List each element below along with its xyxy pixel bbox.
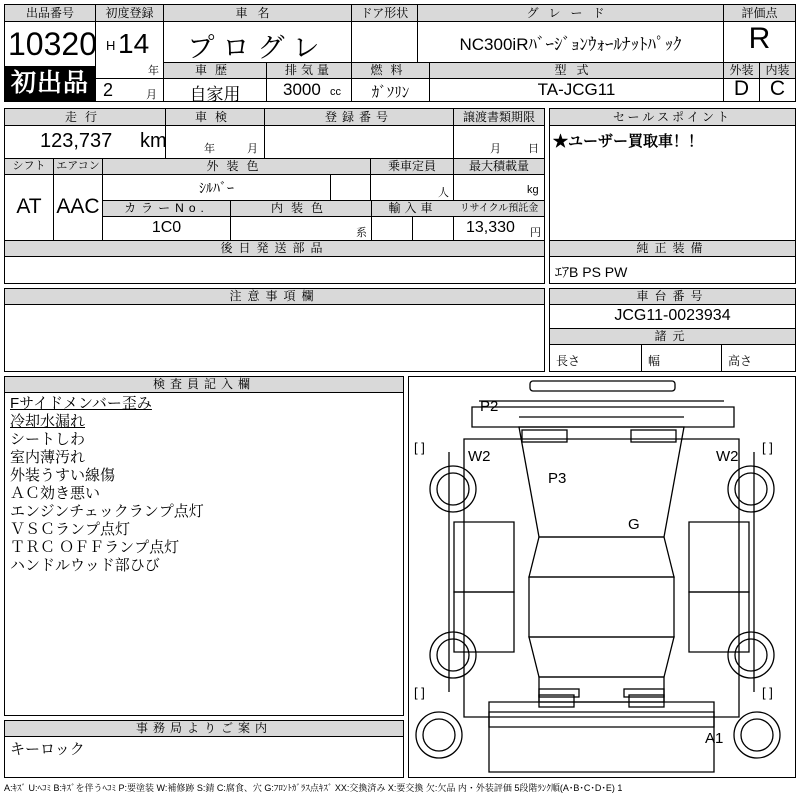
ext-label: 外装	[729, 63, 754, 77]
inspection-month-unit: 月	[247, 143, 258, 155]
selling-text: ★ユーザー買取車！！	[553, 133, 704, 150]
ac-label: エアコン	[56, 160, 100, 172]
reg-label: 初度登録	[105, 6, 154, 20]
inspector-note: 外装うすい線傷	[10, 467, 116, 484]
mileage-unit: km	[140, 130, 167, 152]
mileage-value: 123,737	[40, 130, 113, 152]
lot-number: 10320	[8, 26, 97, 62]
transfer-label: 譲渡書類期限	[462, 110, 535, 124]
capacity-unit: 人	[438, 187, 449, 199]
model-value: TA-JCG11	[537, 80, 616, 99]
first-listing-text: 初出品	[10, 69, 89, 97]
grade-label: グレード	[526, 6, 615, 20]
displacement-unit: cc	[330, 86, 341, 98]
door-label: ドア形状	[360, 6, 409, 20]
transfer-day-unit: 日	[528, 143, 539, 155]
fuel-label: 燃料	[370, 63, 411, 77]
car-name: プログレ	[187, 33, 328, 63]
plate-label: 登録番号	[324, 110, 393, 124]
mileage-label: 走行	[64, 110, 105, 124]
bracket-rr: [ ]	[762, 685, 773, 700]
fuel-value: ｶﾞｿﾘﾝ	[371, 84, 410, 101]
dims-length: 長さ	[556, 354, 581, 368]
recycle-value: 13,330	[466, 219, 515, 236]
int-color-unit: 系	[356, 227, 367, 239]
transfer-month-unit: 月	[490, 143, 501, 155]
reg-year: 14	[118, 28, 150, 59]
bracket-rl: [ ]	[414, 685, 425, 700]
inspector-label: 検査員記入欄	[152, 377, 255, 391]
ext-color-value: ｼﾙﾊﾞｰ	[199, 180, 234, 196]
dims-width: 幅	[648, 354, 661, 368]
mark-w2-right: W2	[716, 448, 739, 465]
mark-p3: P3	[548, 470, 567, 487]
inspector-note: エンジンチェックランプ点灯	[10, 503, 204, 520]
inspector-notes-list	[10, 395, 204, 575]
notes-label: 注意事項欄	[229, 289, 320, 303]
ext-color-label: 外装色	[206, 159, 267, 173]
recycle-unit: 円	[530, 227, 541, 239]
equipment-label: 純正装備	[636, 241, 709, 255]
grade-value: NC300iRﾊﾞｰｼﾞｮﾝｳｫｰﾙﾅｯﾄﾊﾟｯｸ	[459, 35, 682, 54]
inspector-note: ＴＲＣ ＯＦＦランプ点灯	[10, 539, 180, 556]
mark-g: G	[628, 516, 640, 533]
inspector-note: 冷却水漏れ	[10, 413, 86, 430]
rating-label: 評価点	[741, 6, 778, 20]
car-diagram-icon	[409, 377, 795, 777]
legend: A:ｷｽﾞ U:ﾍｺﾐ B:ｷｽﾞを伴うﾍｺﾐ P:要塗装 W:補修跡 S:錆 C:腐食、穴 G:ﾌﾛﾝﾄｶﾞﾗｽ点ｷｽﾞ XX:交換済み X:要交換 欠:欠品 内・外装評価 5段階ﾗﾝｸ順(A･B･C･D･E) 1	[4, 783, 623, 793]
car-name-label: 車名	[235, 6, 280, 20]
equipment-value: ｴｱB PS PW	[555, 264, 628, 280]
dims-label: 諸元	[654, 329, 691, 343]
history-label: 車歴	[194, 63, 235, 77]
model-label: 型式	[554, 63, 599, 77]
inspector-note: 室内薄汚れ	[10, 449, 86, 466]
int-grade: C	[769, 77, 786, 100]
load-label: 最大積載量	[468, 159, 529, 173]
color-no-value: 1C0	[151, 219, 182, 236]
parts-label: 後日発送部品	[220, 241, 329, 255]
color-no-label: カラーNo.	[124, 201, 209, 215]
bracket-fl: [ ]	[414, 440, 425, 455]
office-text: キーロック	[10, 741, 85, 758]
inspector-note: ＡＣ効き悪い	[10, 485, 101, 502]
ext-grade: D	[733, 77, 750, 100]
chassis-label: 車台番号	[636, 289, 709, 303]
capacity-label: 乗車定員	[387, 159, 436, 173]
chassis-value: JCG11-0023934	[614, 307, 731, 324]
displacement-value: 3000	[283, 80, 321, 99]
displacement-label: 排気量	[284, 63, 333, 77]
history-value: 自家用	[189, 85, 241, 104]
inspection-label: 車検	[194, 110, 235, 124]
load-unit: kg	[527, 184, 539, 196]
bracket-fr: [ ]	[762, 440, 773, 455]
import-label: 輸入車	[388, 201, 437, 215]
reg-month-unit: 月	[146, 89, 157, 101]
office-label: 事務局よりご案内	[135, 721, 272, 735]
mark-w2-left: W2	[468, 448, 491, 465]
ac-value: AAC	[56, 195, 100, 218]
inspector-note: ＶＳＣランプ点灯	[10, 521, 131, 538]
int-label: 内装	[765, 63, 790, 77]
shift-value: AT	[16, 195, 42, 218]
mark-a1: A1	[705, 730, 724, 747]
recycle-label: リサイクル預託金	[459, 203, 539, 214]
inspector-note: ハンドルウッド部ひび	[10, 557, 160, 574]
reg-year-unit: 年	[148, 65, 159, 77]
inspector-note: Fサイドメンバー歪み	[10, 395, 152, 412]
selling-label: セールスポイント	[613, 110, 732, 124]
int-color-label: 内装色	[270, 201, 331, 215]
shift-label: シフト	[12, 160, 46, 172]
reg-month: 2	[103, 80, 114, 100]
dims-height: 高さ	[728, 354, 753, 368]
lot-label: 出品番号	[25, 6, 74, 20]
reg-era: H	[106, 38, 116, 53]
inspector-note: シートしわ	[10, 431, 86, 448]
inspection-year-unit: 年	[204, 143, 215, 155]
rating-value: R	[748, 22, 771, 55]
mark-p2: P2	[480, 398, 499, 415]
